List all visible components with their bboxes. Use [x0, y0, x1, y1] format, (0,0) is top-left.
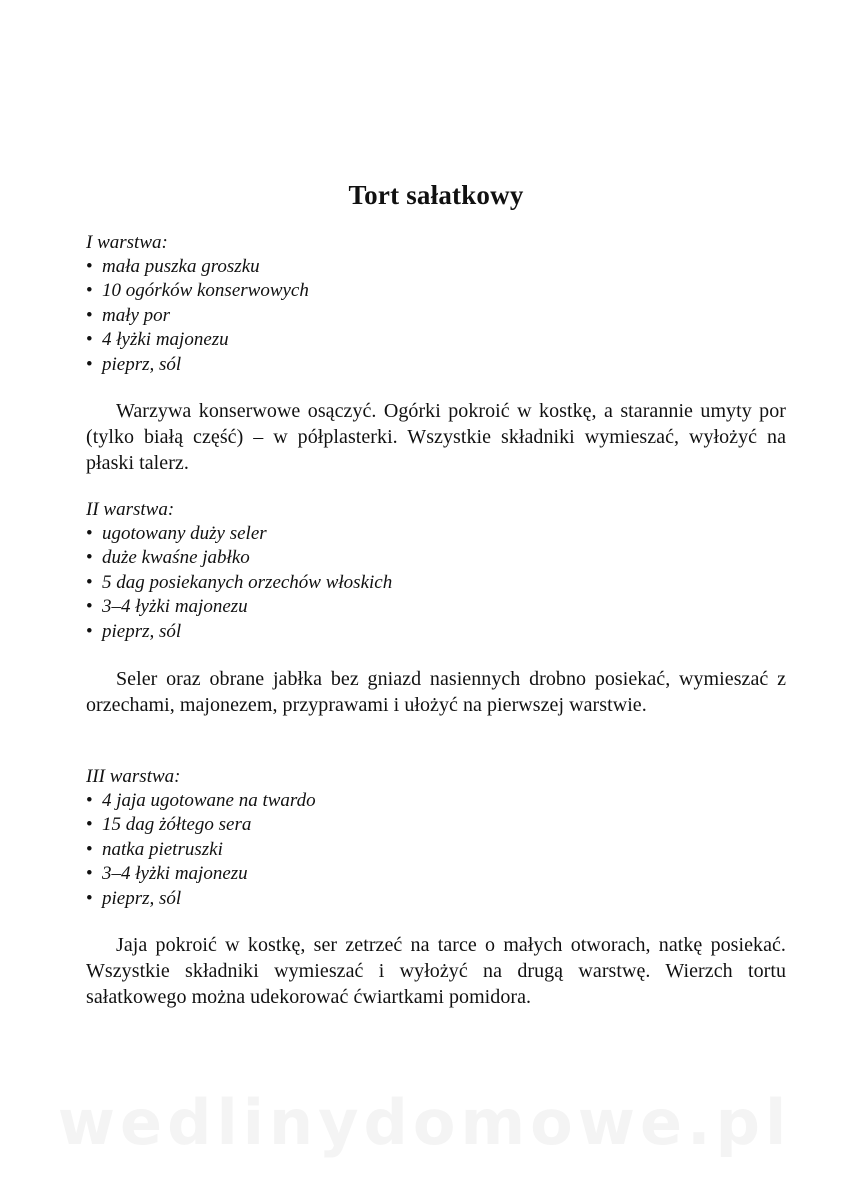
layer-2-ingredient-list — [86, 522, 786, 644]
ingredient-item: • 4 łyżki majonezu — [86, 328, 786, 352]
ingredient-item: • 4 jaja ugotowane na twardo — [86, 789, 786, 813]
ingredient-item: • pieprz, sól — [86, 620, 786, 644]
bullet-icon: • — [86, 814, 93, 836]
ingredient-item: • 15 dag żółtego sera — [86, 813, 786, 837]
layer-1-ingredient-list — [86, 255, 786, 377]
ingredient-item: • 3–4 łyżki majonezu — [86, 595, 786, 619]
bullet-icon: • — [86, 571, 93, 593]
bullet-icon: • — [86, 596, 93, 618]
bullet-icon: • — [86, 887, 93, 909]
layer-3-instructions: Jaja pokroić w kostkę, ser zetrzeć na tarce o małych otworach, natkę posiekać. Wszystkie składniki wymieszać i wyłożyć na drugą warstwę. Wierzch tortu sałatkowego można udekorować ćwiartkami pomidora. — [86, 934, 786, 1008]
ingredient-item: • duże kwaśne jabłko — [86, 546, 786, 570]
ingredient-item: • 3–4 łyżki majonezu — [86, 862, 786, 886]
layer-1-heading: I warstwa: — [86, 232, 168, 253]
layer-3-section — [86, 765, 786, 911]
layer-3-heading: III warstwa: — [86, 766, 181, 787]
ingredient-item: • mała puszka groszku — [86, 255, 786, 279]
bullet-icon: • — [86, 523, 93, 544]
ingredient-item: • 5 dag posiekanych orzechów włoskich — [86, 571, 786, 595]
bullet-icon: • — [86, 280, 93, 302]
bullet-icon: • — [86, 620, 93, 642]
bullet-icon: • — [86, 547, 93, 569]
ingredient-item: • natka pietruszki — [86, 838, 786, 862]
recipe-page — [86, 0, 786, 1200]
bullet-icon: • — [86, 838, 93, 860]
bullet-icon: • — [86, 790, 93, 811]
layer-2-heading: II warstwa: — [86, 499, 175, 520]
ingredient-item: • pieprz, sól — [86, 353, 786, 377]
bullet-icon: • — [86, 256, 93, 277]
ingredient-item: • pieprz, sól — [86, 887, 786, 911]
ingredient-item: • 10 ogórków konserwowych — [86, 279, 786, 303]
bullet-icon: • — [86, 863, 93, 885]
page-title: Tort sałatkowy — [348, 180, 524, 210]
ingredient-item: • mały por — [86, 304, 786, 328]
ingredient-item: • ugotowany duży seler — [86, 522, 786, 546]
layer-3-ingredient-list — [86, 789, 786, 911]
layer-1-instructions: Warzywa konserwowe osączyć. Ogórki pokroić w kostkę, a starannie umyty por (tylko białą część) – w półplasterki. Wszystkie składniki wymieszać, wyłożyć na płaski talerz. — [86, 400, 786, 474]
bullet-icon: • — [86, 353, 93, 375]
layer-2-section — [86, 498, 786, 644]
bullet-icon: • — [86, 329, 93, 351]
watermark-text: wedlinydomowe.pl — [57, 1086, 792, 1159]
layer-1-section — [86, 231, 786, 377]
bullet-icon: • — [86, 304, 93, 326]
layer-2-instructions: Seler oraz obrane jabłka bez gniazd nasiennych drobno posiekać, wymieszać z orzechami, majonezem, przyprawami i ułożyć na pierwszej warstwie. — [86, 668, 786, 716]
